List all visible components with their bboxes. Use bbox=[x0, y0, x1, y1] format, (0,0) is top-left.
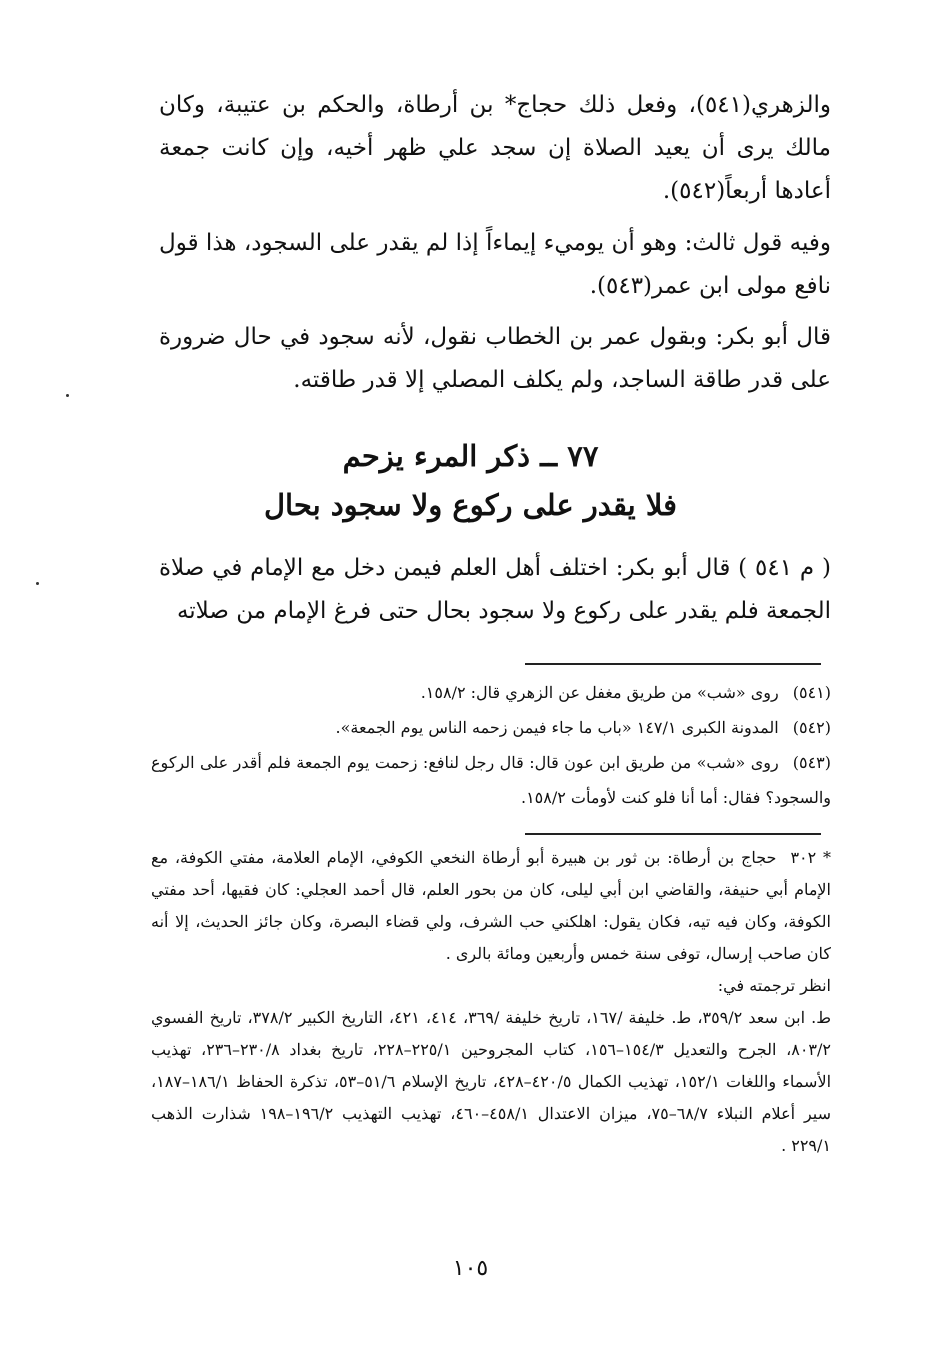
biography-references: ط. ابن سعد ٣٥٩/٢، ط. خليفة /١٦٧، تاريخ خليفة /٣٦٩، ٤١٤، ٤٢١، التاريخ الكبير ٣٧٨/٢، تاريخ الفسوي ٨٠٣/٢، الجرح والتعديل ١٥٤/٣–١٥٦، كتاب المجروحين ٢٢٥/١–٢٢٨، تاريخ بغداد ٢٣٠/٨–٢٣٦، تهذيب الأسماء واللغات ١٥٢/١، تهذيب الكمال ٤٢٠/٥–٤٢٨، تاريخ الإسلام ٥١/٦–٥٣، تذكرة الحفاظ ١٨٦/١–١٨٧، سير أعلام النبلاء ٦٨/٧–٧٥، ميزان الاعتدال ٤٥٨/١–٤٦٠، تهذيب التهذيب ١٩٦/٢–١٩٨ شذارت الذهب ٢٢٩/١ . bbox=[151, 1008, 832, 1155]
scan-speck bbox=[36, 582, 39, 585]
footnotes bbox=[151, 675, 831, 815]
footnote-543 bbox=[151, 745, 831, 815]
footnote-text: روى «شب» من طريق ابن عون قال: قال رجل لنافع: زحمت يوم الجمعة فلم أقدر على الركوع والسجود؟ فقال: أما أنا فلو كنت لأومأت ١٥٨/٢. bbox=[151, 753, 831, 807]
chapter-heading-line-2: فلا يقدر على ركوع ولا سجود بحال bbox=[263, 488, 678, 522]
biography-text: حجاج بن أرطاة: بن ثور بن هبيرة أبو أرطاة النخعي الكوفي، الإمام العلامة، مفتي الكوفة، مع الإمام أبي حنيفة، والقاضي ابن أبي ليلى، كان من بحور العلم، قال أحمد العجلي: كان فقيها، أحد مفتي الكوفة، وكان فيه تيه، فكان يقول: اهلكني حب الشرف، ولي قضاء البصرة، وكان جائز الحديث، إلا أنه كان صاحب إرسال، توفى سنة خمس وأربعين ومائة بالرى . bbox=[151, 848, 831, 963]
scan-speck bbox=[66, 394, 69, 397]
footnote-number: (٥٤٢) bbox=[792, 718, 831, 737]
footnote-542 bbox=[151, 710, 831, 745]
footnote-text: روى «شب» من طريق مغفل عن الزهري قال: ١٥٨/٢. bbox=[420, 683, 779, 702]
footnote-number: (٥٤٣) bbox=[792, 753, 831, 772]
body-paragraph-1: والزهري(٥٤١)، وفعل ذلك حجاج* بن أرطاة، والحكم بن عتيبة، وكان مالك يرى أن يعيد الصلاة إن سجد علي ظهر أخيه، وإن كانت جمعة أعادها أربعاً(٥٤٢). bbox=[159, 92, 831, 204]
biography-see-label: انظر ترجمته في: bbox=[717, 976, 831, 995]
chapter-heading-line-1: ٧٧ ــ ذكر المرء يزحم bbox=[342, 439, 599, 473]
footnote-541 bbox=[151, 675, 831, 710]
body-paragraph-2: وفيه قول ثالث: وهو أن يوميء إيماءاً إذا لم يقدر على السجود، هذا قول نافع مولى ابن عمر(٥٤٣). bbox=[159, 230, 831, 299]
biography-divider bbox=[525, 833, 821, 835]
footnote-divider bbox=[525, 663, 821, 665]
footnote-number: (٥٤١) bbox=[792, 683, 831, 702]
page-number: ١٠٥ bbox=[452, 1256, 489, 1281]
biography-entry bbox=[151, 842, 831, 970]
biography-number: * ٣٠٢ bbox=[790, 848, 832, 867]
footnote-text: المدونة الكبرى ١٤٧/١ «باب ما جاء فيمن زحمه الناس يوم الجمعة». bbox=[335, 718, 779, 737]
body-paragraph-4: ( م ٥٤١ ) قال أبو بكر: اختلف أهل العلم فيمن دخل مع الإمام في صلاة الجمعة فلم يقدر على ركوع ولا سجود بحال حتى فرغ الإمام من صلاته bbox=[159, 555, 831, 624]
chapter-heading bbox=[110, 432, 831, 530]
biography-note bbox=[151, 842, 831, 1162]
body-paragraph-3: قال أبو بكر: وبقول عمر بن الخطاب نقول، لأنه سجود في حال ضرورة على قدر طاقة الساجد، ولم يكلف المصلي إلا قدر طاقته. bbox=[159, 324, 831, 393]
